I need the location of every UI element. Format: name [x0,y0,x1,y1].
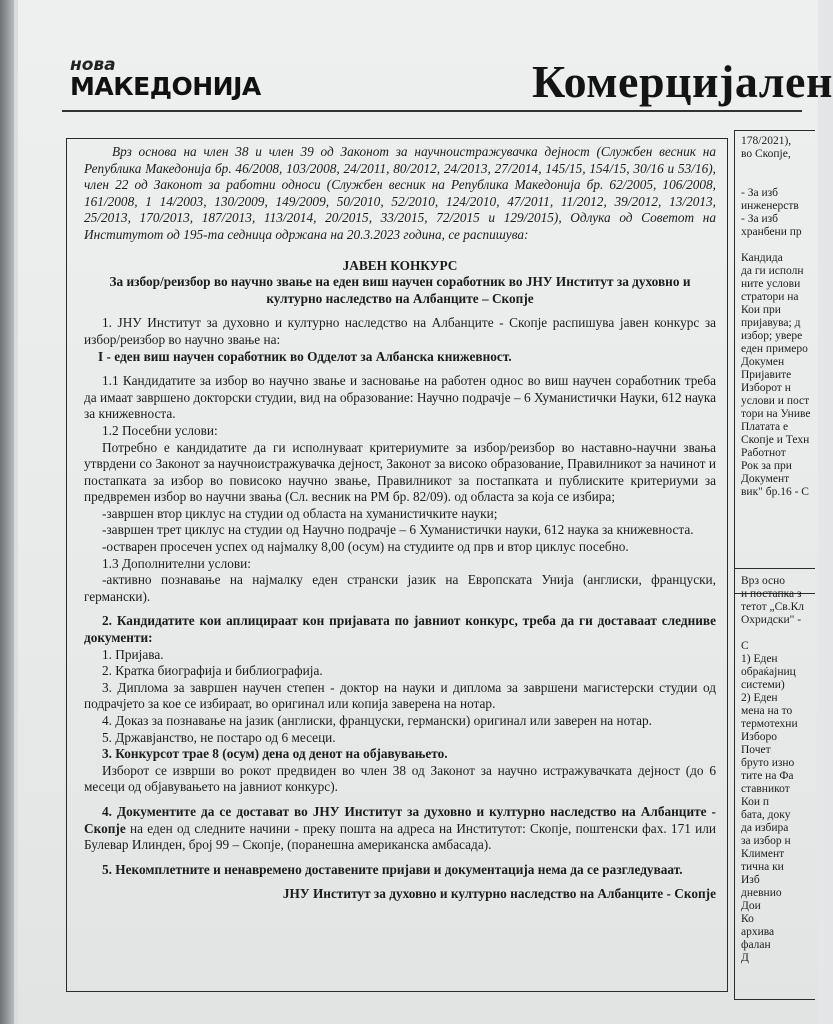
condition-b: -завршен трет циклус на студии од Научно подрачје – 6 Хуманистички науки, 612 наука за книжевноста. [102,522,694,538]
adjacent-ad-line: услови и пост [741,395,810,407]
section-1-2: 1.2 Посебни услови: [102,422,218,438]
logo-top-word: нова [70,55,116,75]
adjacent-ad-line: хранбени пр [741,226,802,238]
doc-5: 5. Државјанство, не постаро од 6 месеци. [102,729,336,745]
adjacent-ad-line: Кандида [741,252,783,264]
additional-condition: -активно познавање на најмалку еден странски јазик на Европската Унија (англиски, француски, германски). [84,572,716,604]
adjacent-ad-line: дневнио [741,887,782,899]
section-5: 5. Некомплетните и ненавремено доставените пријави и документација нема да се разгледуваат. [102,861,683,877]
ad-subheading: За избор/реизбор во научно звање на еден виш научен соработник во ЈНУ Институт за духовно и културно наследство на Албанците – Скопје [109,274,691,306]
adjacent-ad-line [741,239,810,252]
section-3: 3. Конкурсот трае 8 (осум) дена од денот на објавувањето. [102,746,448,762]
adjacent-ad-line: архива [741,926,775,938]
adjacent-ad-line: 1) Еден [741,653,778,665]
adjacent-ad-line: Дои [741,900,761,912]
section-3-text: Изборот се изврши во рокот предвиден во член 38 од Законот за научно истражувачката дејност (до 6 месеци од објавувањето на јавниот конкурс). [84,762,716,795]
adjacent-ad-line: да ги исполн [741,265,804,277]
adjacent-ad-line: Рок за при [741,460,792,472]
section-4-text: на еден од следните начини - преку пошта на адреса на Институтот: Скопје, поштенски фах. 171 или Булевар Илинден, број 99 – Скопје, (поранешна американска амбасада). [84,820,717,853]
doc-4: 4. Доказ за познавање на јазик (англиски, француски, германски) оригинал или заверен на нотар. [102,713,652,728]
adjacent-ad-line: обраќајниц [741,666,796,678]
section-2: 2. Кандидатите кои аплицираат кон пријавата по јавниот конкурс, треба да ги доставаат следниве документи: [84,613,716,646]
adjacent-ad-line: да избира [741,822,789,834]
adjacent-ad-line: пријавува; д [741,317,801,329]
adjacent-ad-line: Пријавите [741,369,792,381]
adjacent-ad-line: Скопје и Техн [741,434,810,446]
adjacent-ad-line: Изборот н [741,382,791,394]
adjacent-ad-line: Документ [741,473,790,485]
adjacent-ad-line: вик" бр.16 - С [741,486,809,498]
adjacent-ad-line: еден примеро [741,343,808,355]
adjacent-ad-line: бата, доку [741,809,791,821]
adjacent-ad-line: фалан [741,939,771,951]
adjacent-ad-line [741,627,804,640]
newspaper-logo [70,55,260,103]
adjacent-ad-line: ставникот [741,783,790,795]
adjacent-ad-top [734,130,815,594]
adjacent-ad-line: во Скопје, [741,148,791,160]
adjacent-ad-bottom-text [741,575,804,965]
doc-1: 1. Пријава. [102,646,164,662]
special-conditions: Потребно е кандидатите да ги исполнуваат критериумите за избор/реизбор во наставно-научни звања утврдени со Законот за научноистражувачка дејност, Законот за високо образование, Правилникот за начинот и постапката за избор во повисоко научно звање, Правилникот за постапката и публиските критериуми за предвремен избор во научни звања (Сл. весник на РМ бр. 82/09). од областа за која се избира; [84,439,716,505]
adjacent-ad-line: Охридски" - [741,614,802,626]
adjacent-ad-line: Врз осно [741,575,786,587]
adjacent-ad-line: Ко [741,913,754,925]
adjacent-ad-line: термотехни [741,718,798,730]
adjacent-ad-line: Докумен [741,356,785,368]
section-1-1: 1.1 Кандидатите за избор во научно звање и засновање на работен однос во виш научен соработник треба да имаат завршено докторски студии, вид на образование: Научно подрачје – 6 Хуманистички Науки, 612 наука за книжевноста. [84,373,716,422]
adjacent-ad-line: тична ки [741,861,784,873]
adjacent-ad-line: Кои при [741,304,781,316]
public-competition-ad [84,144,716,903]
section-1-3: 1.3 Дополнителни услови: [102,555,251,571]
adjacent-ad-line: Почет [741,744,771,756]
section-4-lead: 4. Документите да се достават во ЈНУ Институт за духовно и културно наследство на Албанците - Скопје [84,803,716,836]
adjacent-ad-line: 2) Еден [741,692,778,704]
doc-3: 3. Диплома за завршен научен степен - доктор на науки и диплома за завршени магистерски студии од подрачјето за кое се избираат, во оригинал или копија заверена на нотар. [84,679,716,712]
adjacent-ad-line: и постапка з [741,588,802,600]
condition-a: -завршен втор циклус на студии од областа на хуманистичките науки; [102,505,498,521]
adjacent-ad-line: 178/2021), [741,135,792,147]
adjacent-ad-line: - За изб [741,187,778,199]
adjacent-ad-line: за избор н [741,835,791,847]
adjacent-ad-line: избор; уверe [741,330,803,342]
adjacent-ad-line: ните услови [741,278,801,290]
condition-c: -остварен просечен успех од најмалку 8,00 (осум) на студиите од прв и втор циклус посебно. [102,539,629,555]
adjacent-ad-line: тите на Фа [741,770,794,782]
adjacent-ad-line [741,161,810,174]
section-title: Комерцијалeн [532,56,833,107]
adjacent-ad-line: мена на то [741,705,793,717]
adjacent-ad-line: Платата е [741,421,789,433]
adjacent-ad-line: Работнот [741,447,786,459]
doc-2: 2. Кратка биографија и библиографија. [102,663,323,679]
adjacent-ad-line: Климент [741,848,785,860]
adjacent-ad-line: Изборo [741,731,777,743]
page-fold-shadow [0,0,14,1024]
adjacent-ad-line: тетот „Св.Кл [741,601,804,613]
adjacent-ad-line: С [741,640,749,652]
adjacent-ad-line: Изб [741,874,760,886]
adjacent-ad-line: тори на Униве [741,408,811,420]
adjacent-ad-top-text [741,135,810,499]
adjacent-ad-line: инженерств [741,200,799,212]
adjacent-ad-line: стратори на [741,291,799,303]
adjacent-ad-line: - За изб [741,213,778,225]
position-title: I - еден виш научен соработник во Одделот за Албанска книжевност. [98,348,512,364]
section-1: 1. ЈНУ Институт за духовно и културно наследство на Албанците - Скопје распишува јавен конкурс за избор/реизбор во научно звање на: [84,315,716,347]
adjacent-ad-line: Кои п [741,796,770,808]
adjacent-ad-line: системи) [741,679,785,691]
header-rule [62,110,802,112]
adjacent-ad-line [741,174,810,187]
adjacent-ad-bottom [734,568,815,1000]
adjacent-ad-line: Д [741,952,749,964]
ad-signature: ЈНУ Институт за духовно и културно наследство на Албанците - Скопје [282,886,716,902]
ad-heading: ЈАВЕН КОНКУРС [342,257,458,273]
legal-basis: Врз основа на член 38 и член 39 од Законот за научноистражувачка дејност (Службен весник на Република Македонија бр. 46/2008, 103/2008, 24/2011, 80/2012, 24/2013, 27/2014, 145/15, 154/15, 30/16 и 53/16), член 22 од Законот за работни односи (Службен весник на Република Македонија бр. 62/2005, 106/2008, 161/2008, 1 14/2003, 130/2009, 149/2009, 50/2010, 52/2010, 124/2010, 47/2011, 11/2012, 39/2012, 13/2013, 25/2013, 170/2013, 187/2013, 113/2014, 20/2015, 33/2015, 72/2015 и 129/2015), Одлука од Советот на Институтот од 195-та седница одржана на 20.3.2023 година, се распишува: [84,144,716,242]
adjacent-ad-line: бруто изно [741,757,795,769]
logo-main-word: МАКЕДОНИЈА [70,72,261,101]
